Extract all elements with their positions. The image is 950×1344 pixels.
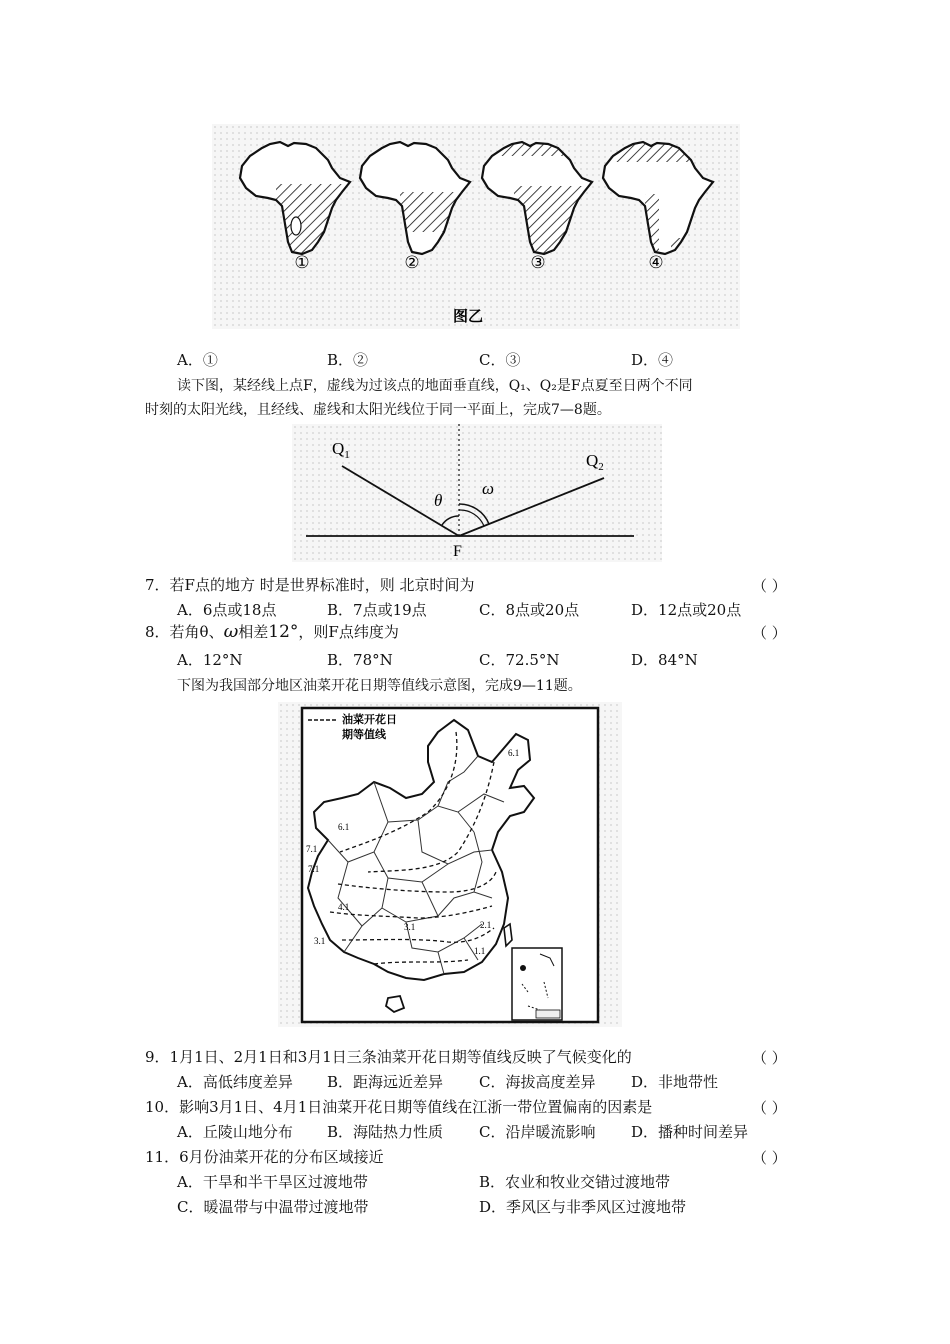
q10-stem: 10．影响3月1日、4月1日油菜开花日期等值线在江浙一带位置偏南的因素是: [145, 1098, 653, 1116]
isoline-label: 6.1: [338, 822, 350, 832]
africa-map-3: [474, 134, 604, 264]
q7-option-c: C．8点或20点: [479, 601, 580, 619]
q11-option-b: B．农业和牧业交错过渡地带: [479, 1173, 671, 1191]
isoline-label: 7.1: [306, 844, 318, 854]
legend-line2: 期等值线: [342, 729, 386, 741]
q7-option-b: B．7点或19点: [327, 601, 427, 619]
figure-yi: [212, 124, 740, 329]
isoline-label: 2.1: [480, 920, 492, 930]
q8-option-b: B．78°N: [327, 651, 393, 669]
q11-option-a: A．干旱和半干旱区过渡地带: [177, 1173, 368, 1191]
q10-option-a: A．丘陵山地分布: [177, 1123, 293, 1141]
q6-option-b: B．②: [327, 351, 369, 369]
q1-label: $Q_1$: [332, 439, 350, 461]
q9-answer-paren: （ ）: [752, 1049, 787, 1067]
africa-map-4: [595, 134, 725, 264]
q8-option-a: A．12°N: [177, 651, 243, 669]
q7-option-d: D．12点或20点: [631, 601, 742, 619]
q9-option-d: D．非地带性: [631, 1073, 719, 1091]
q8-stem: 8．若角θ、ω相差12°，则F点纬度为: [145, 621, 399, 642]
africa-map-2: [352, 134, 482, 264]
isoline-label: 4.1: [338, 902, 350, 912]
intro-7-8-line1: 读下图，某经线上点F，虚线为过该点的地面垂直线，Q₁、Q₂是F点夏至日两个不同: [177, 378, 693, 394]
africa-label-1: ①: [294, 253, 310, 272]
q7-option-a: A．6点或18点: [177, 601, 277, 619]
africa-label-2: ②: [404, 253, 420, 272]
figure-sun-rays: [292, 424, 662, 562]
q8-answer-paren: （ ）: [752, 624, 787, 642]
q8-option-d: D．84°N: [631, 651, 698, 669]
omega-label: ω: [482, 479, 495, 498]
africa-label-4: ④: [648, 253, 664, 272]
figure-sun-svg: [292, 424, 662, 562]
intro-9-11: 下图为我国部分地区油菜开花日期等值线示意图，完成9—11题。: [177, 678, 582, 694]
figure-yi-svg: [212, 124, 740, 329]
q11-option-c: C．暖温带与中温带过渡地带: [177, 1198, 369, 1216]
q10-option-b: B．海陆热力性质: [327, 1123, 444, 1141]
f-label: F: [453, 543, 462, 560]
africa-map-1: [232, 134, 366, 264]
q11-stem: 11．6月份油菜开花的分布区域接近: [145, 1148, 384, 1166]
isoline-label: 1.1: [474, 946, 486, 956]
legend-line1: 油菜开花日: [342, 714, 397, 726]
q11-answer-paren: （ ）: [752, 1149, 787, 1167]
q6-option-d: D．④: [631, 351, 674, 369]
south-china-sea-inset: [512, 948, 562, 1020]
q6-option-a: A．①: [177, 351, 218, 369]
q7-answer-paren: （ ）: [752, 577, 787, 595]
q9-option-b: B．距海远近差异: [327, 1073, 444, 1091]
theta-label: θ: [434, 491, 443, 510]
isoline-label: 3.1: [404, 922, 416, 932]
q7-stem: 7．若F点的地方 时是世界标准时，则 北京时间为: [145, 576, 475, 594]
q6-option-c: C．③: [479, 351, 521, 369]
q10-answer-paren: （ ）: [752, 1099, 787, 1117]
china-map-svg: [278, 702, 622, 1027]
isoline-label: 3.1: [314, 936, 326, 946]
isoline-label: 6.1: [508, 748, 520, 758]
q10-option-d: D．播种时间差异: [631, 1123, 749, 1141]
q8-option-c: C．72.5°N: [479, 651, 560, 669]
q9-stem: 9．1月1日、2月1日和3月1日三条油菜开花日期等值线反映了气候变化的: [145, 1048, 632, 1066]
isoline-label: 7.1: [308, 864, 320, 874]
figure-yi-caption: 图乙: [452, 309, 484, 325]
q11-option-d: D．季风区与非季风区过渡地带: [479, 1198, 687, 1216]
q9-option-a: A．高低纬度差异: [177, 1073, 293, 1091]
africa-label-3: ③: [530, 253, 546, 272]
intro-7-8-line2: 时刻的太阳光线，且经线、虚线和太阳光线位于同一平面上，完成7—8题。: [145, 402, 611, 418]
figure-china-map: [278, 702, 622, 1027]
q10-option-c: C．沿岸暖流影响: [479, 1123, 596, 1141]
q2-label: $Q_2$: [586, 451, 604, 473]
q9-option-c: C．海拔高度差异: [479, 1073, 596, 1091]
